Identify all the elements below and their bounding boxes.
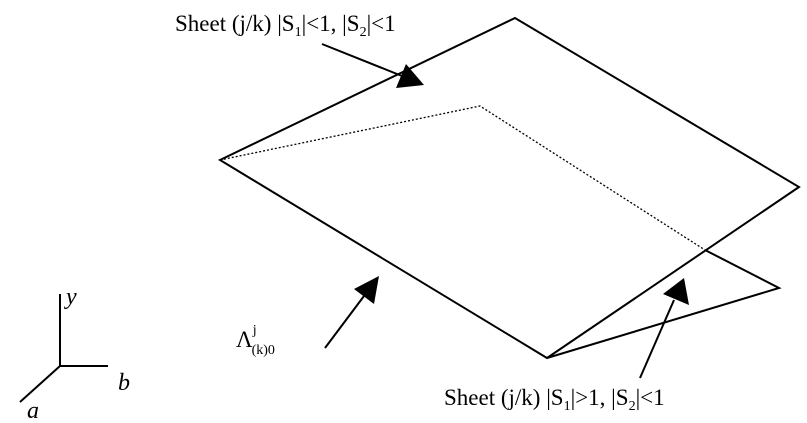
- upper-sheet-pointer: [322, 44, 402, 76]
- lower-sheet-arrowhead: [663, 278, 689, 305]
- lambda-arrowhead: [354, 276, 379, 304]
- lower-sheet-edge: [547, 250, 779, 358]
- upper-sheet-label: Sheet (j/k) $|S_1|<1$, $|S_2|<1$: [175, 11, 396, 40]
- lower-sheet-label: Sheet (j/k) $|S_1|>1$, $|S_2|<1$: [444, 385, 665, 414]
- a-axis: [20, 366, 60, 402]
- hidden-edge: [220, 106, 705, 250]
- lambda-pointer: [325, 296, 364, 348]
- lower-sheet-pointer: [640, 300, 674, 378]
- y-axis-label: y: [66, 284, 77, 310]
- b-axis-label: b: [118, 370, 130, 396]
- upper-sheet: [220, 18, 799, 358]
- lambda-label: $\Lambda^j$ (k)0: [236, 323, 275, 358]
- a-axis-label: a: [27, 398, 39, 418]
